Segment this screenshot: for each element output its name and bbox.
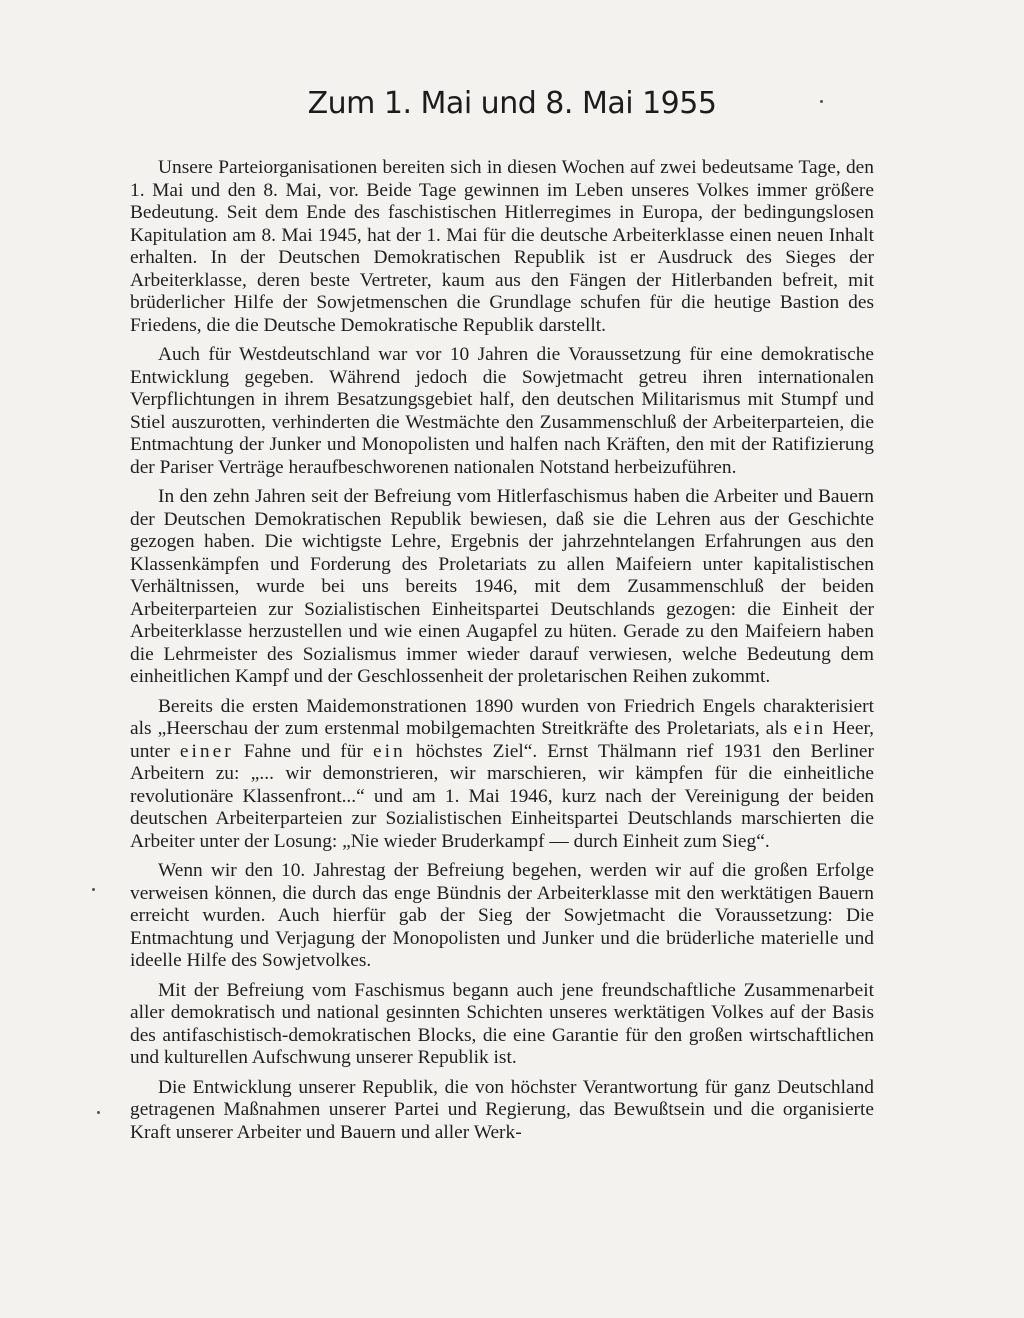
- paragraph-4: [130, 696, 874, 854]
- paragraph-4-part-a: Bereits die ersten Maidemonstrationen 1890 wurden von Friedrich Engels charakterisiert als „Heerschau der zum erstenmal mobilgemachten Streitkräfte des Proletariats, als: [130, 695, 874, 739]
- paragraph-5: Wenn wir den 10. Jahrestag der Befreiung begehen, werden wir auf die großen Erfolge verweisen können, die durch das enge Bündnis der Arbeiterklasse mit den werktätigen Bauern erreicht wurden. Auch hierfür gab der Sieg der Sowjetmacht die Voraussetzung: Die Entmachtung und Verjagung der Monopolisten und Junker und die brüderliche materielle und ideelle Hilfe des Sowjetvolkes.: [130, 860, 874, 971]
- paragraph-2: Auch für Westdeutschland war vor 10 Jahren die Voraussetzung für eine demokratische Entwicklung gegeben. Während jedoch die Sowjetmacht getreu ihren internationalen Verpflichtungen in ihrem Besatzungsgebiet half, den deutschen Militarismus mit Stumpf und Stiel auszurotten, verhinderten die Westmächte den Zusammenschluß der Arbeiterparteien, die Entmachtung der Junker und Monopolisten und halfen nach Kräften, den mit der Ratifizierung der Pariser Verträge heraufbeschworenen nationalen Notstand herbeizuführen.: [130, 344, 874, 478]
- emphasis-ein-2: ein: [372, 740, 406, 762]
- paragraph-4-part-d: höchstes Ziel“. Ernst Thälmann rief 1931 den Berliner Arbeitern zu: „... wir demonstrieren, wir marschieren, wir kämpfen für die einheitliche revolutionäre Klassenfront...“ und am 1. Mai 1946, kurz nach der Vereinigung der beiden deutschen Arbeiterparteien zur Sozialistischen Einheitspartei Deutschlands marschierten die Arbeiter unter der Losung: „Nie wieder Bruderkampf — durch Einheit zum Sieg“.: [130, 740, 874, 852]
- article-body: [130, 157, 874, 1151]
- scan-speck: [97, 1111, 100, 1114]
- page-title: Zum 1. Mai und 8. Mai 1955: [307, 86, 717, 121]
- paragraph-4-part-c: Fahne und für: [233, 740, 373, 762]
- paragraph-7: Die Entwicklung unserer Republik, die von höchster Verantwortung für ganz Deutschland getragenen Maßnahmen unserer Partei und Regierung, das Bewußtsein und die organisierte Kraft unserer Arbeiter und Bauern und aller Werk-: [130, 1076, 874, 1143]
- scan-speck: [820, 100, 823, 103]
- emphasis-einer: einer: [179, 740, 234, 762]
- paragraph-4-part-b: Heer, unter: [130, 718, 874, 762]
- paragraph-1: Unsere Parteiorganisationen bereiten sich in diesen Wochen auf zwei bedeutsame Tage, den 1. Mai und den 8. Mai, vor. Beide Tage gewinnen im Leben unseres Volkes immer größere Bedeutung. Seit dem Ende des faschistischen Hitlerregimes in Europa, der bedingungslosen Kapitulation am 8. Mai 1945, hat der 1. Mai für die deutsche Arbeiterklasse einen neuen Inhalt erhalten. In der Deutschen Demokratischen Republik ist er Ausdruck des Sieges der Arbeiterklasse, deren beste Vertreter, kaum aus den Fängen der Hitlerbanden befreit, mit brüderlicher Hilfe der Sowjetmenschen die Grundlage schufen für die heutige Bastion des Friedens, die die Deutsche Demokratische Republik darstellt.: [130, 157, 874, 336]
- paragraph-6: Mit der Befreiung vom Faschismus begann auch jene freundschaftliche Zusammenarbeit aller demokratisch und national gesinnten Schichten unseres werktätigen Volkes auf der Basis des antifaschistisch-demokratischen Blocks, die eine Garantie für den großen wirtschaftlichen und kulturellen Aufschwung unserer Republik ist.: [130, 979, 874, 1068]
- emphasis-ein-1: ein: [793, 718, 827, 739]
- scan-speck: [92, 888, 95, 891]
- paragraph-3: In den zehn Jahren seit der Befreiung vom Hitlerfaschismus haben die Arbeiter und Bauern der Deutschen Demokratischen Republik bewiesen, daß sie die Lehren aus der Geschichte gezogen haben. Die wichtigste Lehre, Ergebnis der jahrzehntelangen Erfahrungen aus den Klassenkämpfen und Forderung des Proletariats zu allen Maifeiern unter kapitalistischen Verhältnissen, wurde bei uns bereits 1946, mit dem Zusammenschluß der beiden Arbeiterparteien zur Sozialistischen Einheitspartei Deutschlands gezogen: die Einheit der Arbeiterklasse herzustellen und wie einen Augapfel zu hüten. Gerade zu den Maifeiern haben die Lehrmeister des Sozialismus immer wieder darauf verwiesen, welche Bedeutung dem einheitlichen Kampf und der Geschlossenheit der proletarischen Reihen zukommt.: [130, 486, 874, 687]
